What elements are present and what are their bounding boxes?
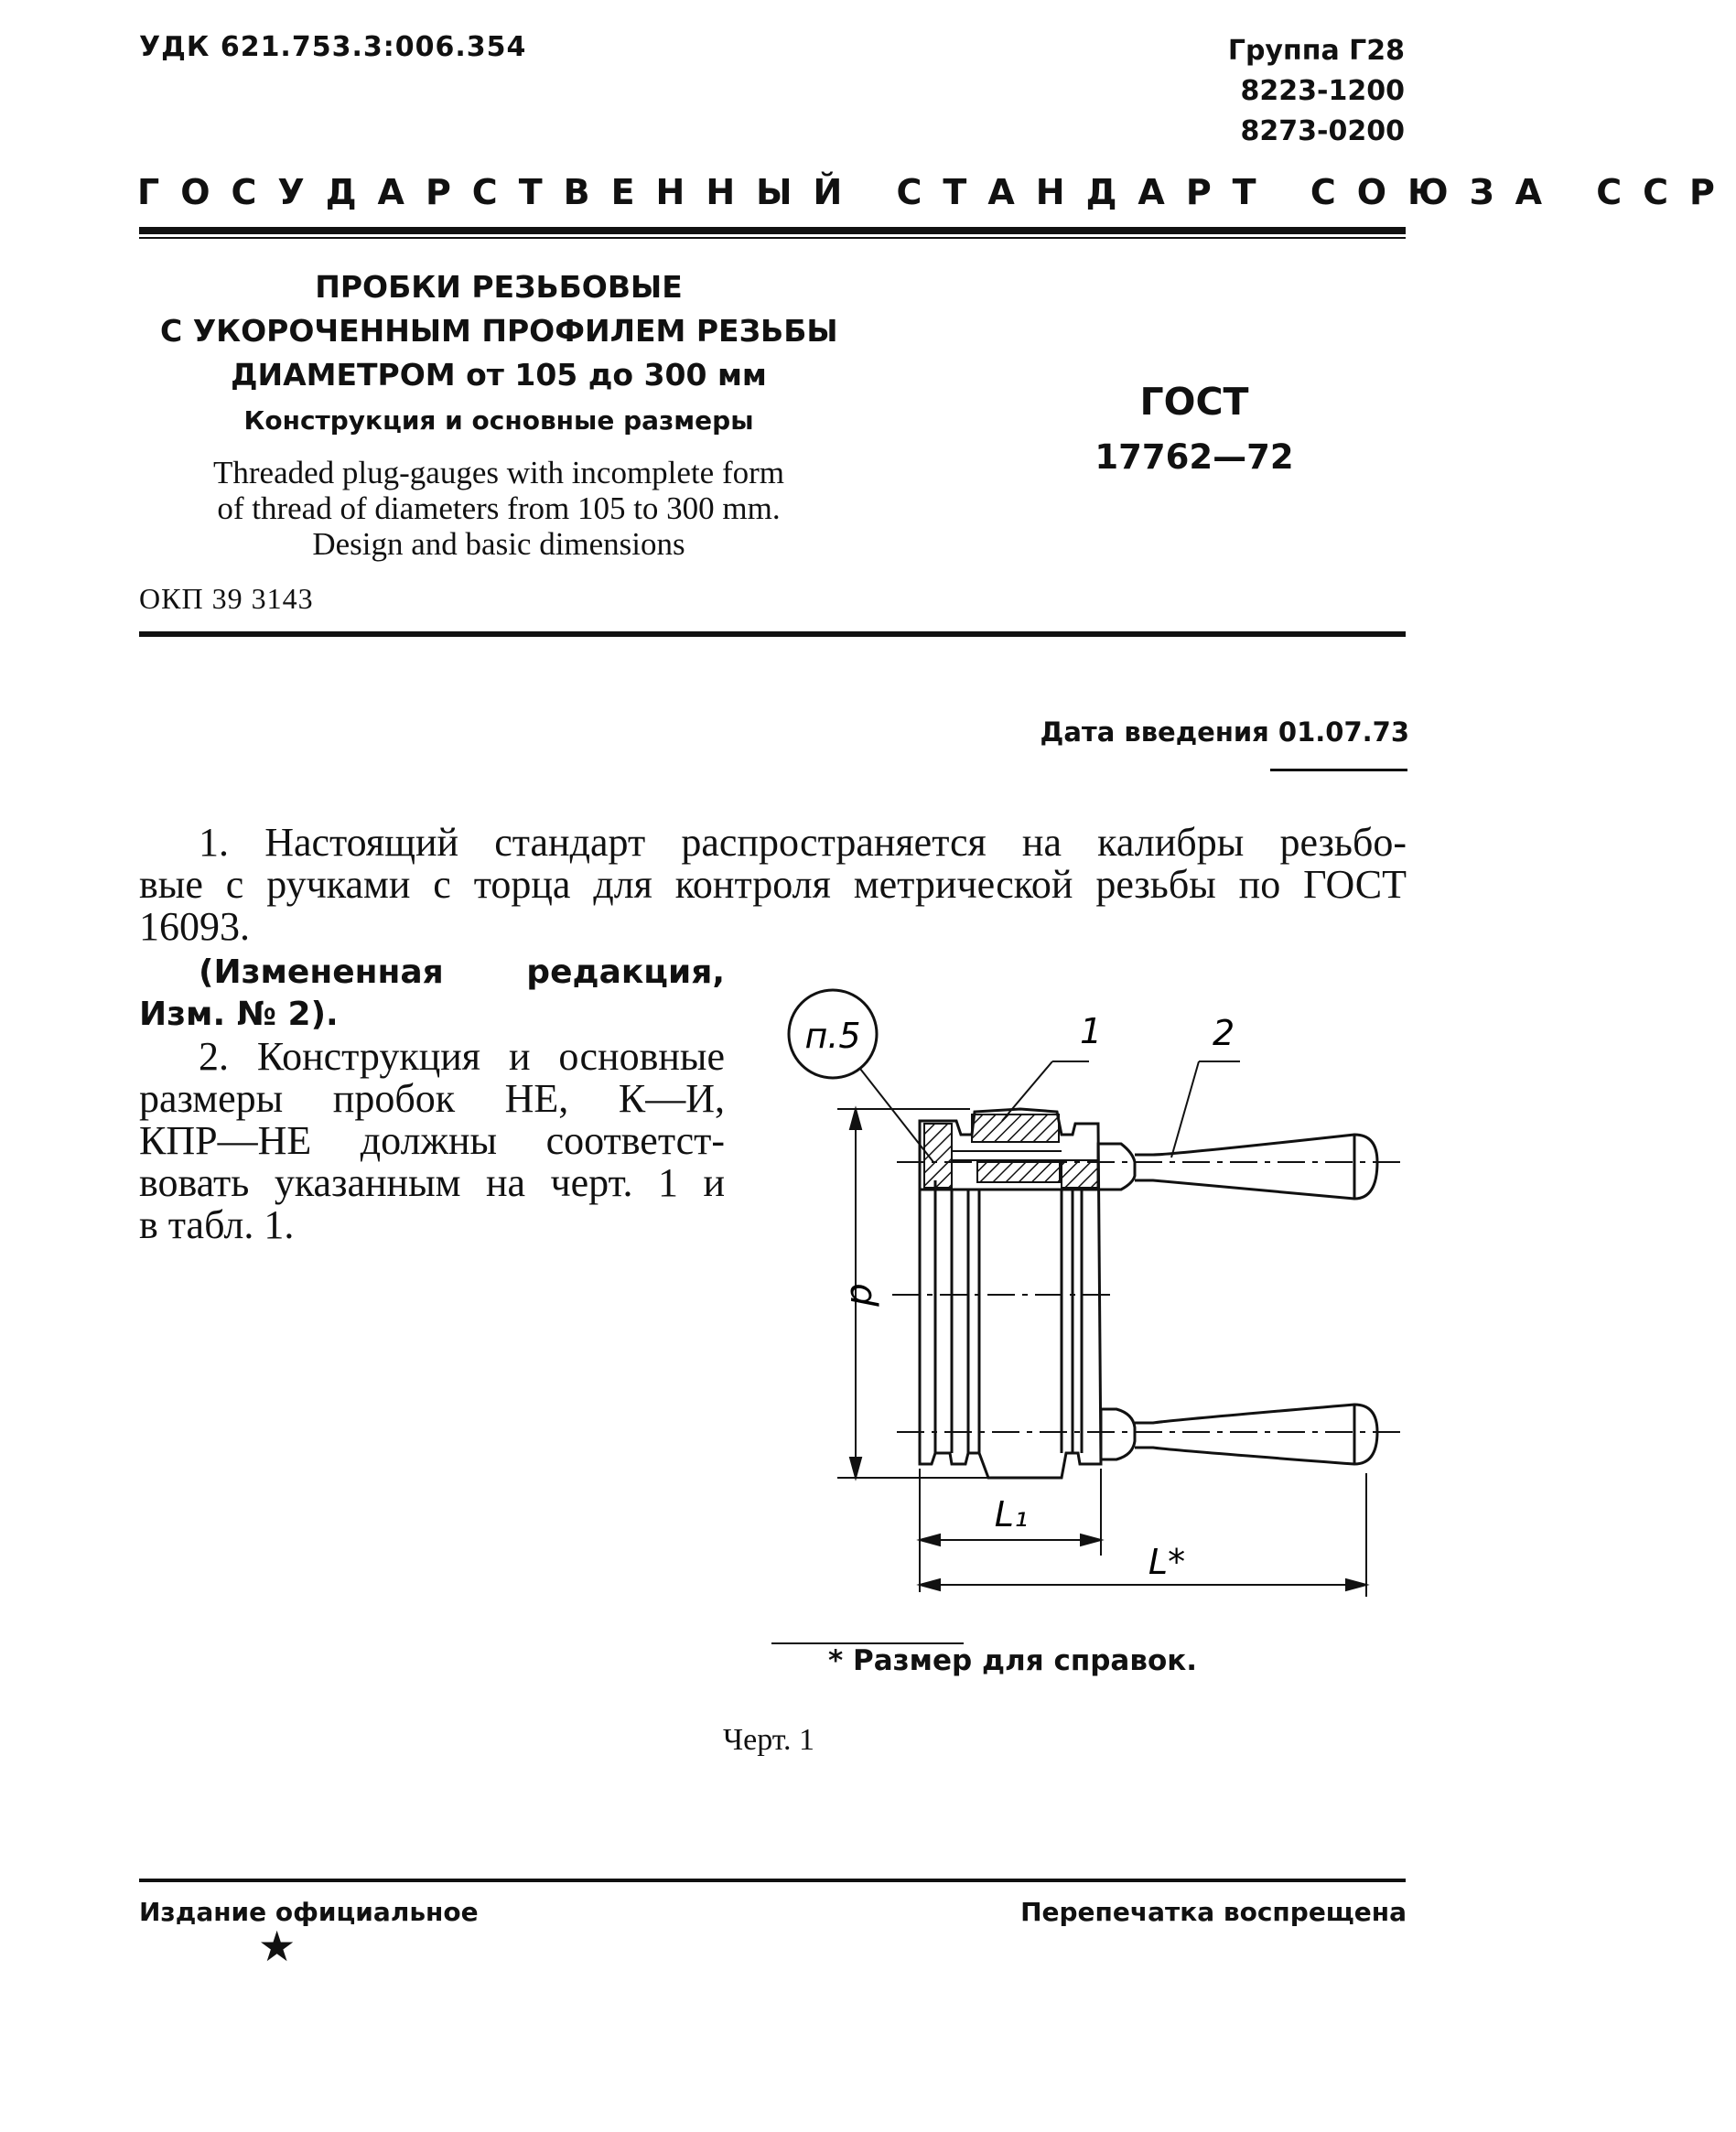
dim-l-label: L* bbox=[1148, 1542, 1186, 1582]
part-label-1: 1 bbox=[1080, 1011, 1103, 1051]
dim-d-label: d bbox=[842, 1283, 884, 1307]
udk-code: УДК 621.753.3:006.354 bbox=[139, 31, 527, 63]
title-line: ДИАМЕТРОМ от 105 до 300 мм bbox=[231, 357, 767, 393]
paragraph-line: размеры пробок НЕ, К—И, bbox=[139, 1076, 725, 1121]
revision-line: (Измененная редакция, bbox=[199, 953, 725, 991]
group-line: 8273-0200 bbox=[1240, 115, 1405, 147]
bottom-handle bbox=[1101, 1405, 1377, 1464]
part-label-2: 2 bbox=[1213, 1013, 1235, 1053]
group-line: Группа Г28 bbox=[1227, 35, 1405, 67]
paragraph-line: КПР—НЕ должны соответст- bbox=[139, 1118, 725, 1163]
top-handle bbox=[1098, 1135, 1377, 1199]
callout-label: п.5 bbox=[804, 1016, 861, 1056]
english-title-line: Design and basic dimensions bbox=[312, 526, 685, 562]
date-of-introduction: Дата введения 01.07.73 bbox=[1040, 716, 1409, 748]
document-subtitle: Конструкция и основные размеры bbox=[243, 405, 754, 436]
paragraph-line: в табл. 1. bbox=[139, 1202, 295, 1247]
okp-code: ОКП 39 3143 bbox=[139, 582, 314, 615]
paragraph-line: 16093. bbox=[139, 904, 250, 949]
paragraph-line: вовать указанным на черт. 1 и bbox=[139, 1160, 725, 1205]
english-title-line: Threaded plug-gauges with incomplete form bbox=[213, 455, 784, 490]
dim-l1-label: L₁ bbox=[994, 1494, 1029, 1534]
paragraph-line: вые с ручками с торца для контроля метрической резьбы по ГОСТ bbox=[139, 862, 1407, 907]
paragraph-line: 1. Настоящий стандарт распространяется на калибры резьбо- bbox=[199, 820, 1407, 865]
official-edition: Издание официальное bbox=[139, 1897, 479, 1927]
footer-rule bbox=[139, 1879, 1406, 1882]
figure-caption: Черт. 1 bbox=[723, 1723, 815, 1757]
dimension-l bbox=[920, 1473, 1366, 1597]
english-title-line: of thread of diameters from 105 to 300 mm. bbox=[217, 490, 781, 526]
paragraph-line: 2. Конструкция и основные bbox=[199, 1034, 725, 1079]
title-line: ПРОБКИ РЕЗЬБОВЫЕ bbox=[315, 269, 683, 305]
star-icon: ★ bbox=[258, 1922, 297, 1971]
gost-label: ГОСТ bbox=[1139, 380, 1249, 424]
title-line: С УКОРОЧЕННЫМ ПРОФИЛЕМ РЕЗЬБЫ bbox=[160, 313, 838, 349]
reprint-prohibited: Перепечатка воспрещена bbox=[1020, 1897, 1407, 1927]
group-line: 8223-1200 bbox=[1240, 75, 1405, 107]
revision-line: Изм. № 2). bbox=[139, 996, 339, 1033]
gost-number: 17762—72 bbox=[1094, 437, 1294, 477]
footnote: * Размер для справок. bbox=[828, 1644, 1198, 1677]
state-standard-banner: ГОСУДАРСТВЕННЫЙ СТАНДАРТ СОЮЗА ССР bbox=[137, 172, 1736, 212]
